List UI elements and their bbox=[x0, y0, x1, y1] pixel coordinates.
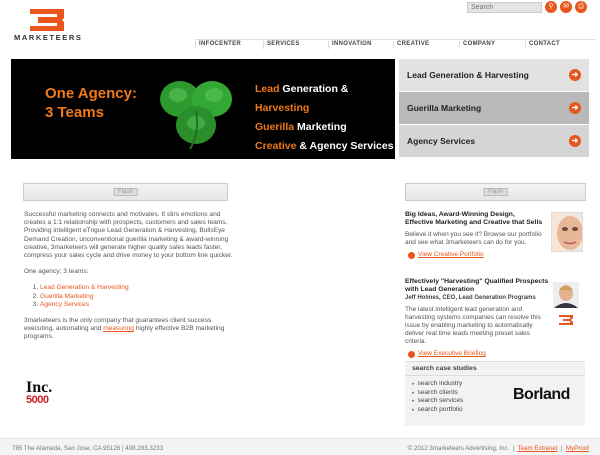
hero-menu-guerilla-marketing[interactable]: Guerilla Marketing ➜ bbox=[399, 92, 589, 125]
view-executive-briefing-link[interactable]: View Executive Briefing bbox=[405, 350, 550, 357]
case-study-link[interactable]: ▸ search industry bbox=[412, 380, 585, 389]
case-study-link[interactable]: ▸ search services bbox=[412, 397, 585, 406]
teams-list bbox=[40, 284, 234, 309]
face-icon bbox=[552, 213, 582, 251]
hero-menu bbox=[399, 59, 589, 159]
hero-menu-lead-generation[interactable]: Lead Generation & Harvesting ➜ bbox=[399, 59, 589, 92]
hero-service-2: Guerilla Marketing bbox=[255, 121, 347, 133]
promo-lead-generation bbox=[405, 278, 550, 357]
hero-line-1: One Agency: bbox=[45, 85, 137, 102]
intro-paragraph: Successful marketing connects and motivates. It stirs emotions and creates a 1:1 relationship with prospects, customers and sales teams. Providing intelligent eTrigue Lead Generation & Harvesting, BullsEye Demand Creation, unconventional guerilla marketing & award-winning creative, 3marketeers will generate higher quality sales leads faster, compress your sales cycle and drive money to your bottom line quicker. bbox=[24, 211, 233, 260]
teams-heading: One agency; 3 teams: bbox=[24, 268, 89, 276]
person-photo-icon bbox=[553, 282, 579, 326]
footer-right: © 2012 3marketeers Advertising, Inc. | Team Extranet | MyProof bbox=[407, 445, 589, 452]
nav-creative[interactable]: CREATIVE bbox=[393, 41, 429, 49]
clover-icon bbox=[156, 73, 236, 149]
nav-infocenter[interactable]: INFOCENTER bbox=[195, 41, 241, 49]
promo-leadgen-title: Effectively "Harvesting" Qualified Prospects with Lead Generation bbox=[405, 278, 549, 293]
hero-services bbox=[255, 80, 395, 156]
case-studies-heading: search case studies bbox=[405, 362, 585, 376]
case-studies-panel bbox=[405, 361, 585, 426]
flash-placeholder-right: Flash bbox=[405, 183, 586, 201]
footer-address: 785 The Alameda, San Jose, CA 95126 | 408.293.3233 bbox=[12, 445, 164, 452]
promo-creative-photo bbox=[551, 212, 583, 252]
promo-leadgen-photo bbox=[553, 282, 585, 326]
closing-paragraph: 3marketeers is the only company that guarantees client success executing, automating and measuring highly effective B2B marketing programs. bbox=[24, 317, 225, 341]
promo-creative bbox=[405, 211, 545, 258]
inc-5000-logo: Inc. 5000 bbox=[26, 379, 53, 406]
team-extranet-link[interactable]: Team Extranet bbox=[517, 445, 558, 452]
measuring-link[interactable]: measuring bbox=[103, 325, 134, 333]
footer-copyright: © 2012 3marketeers Advertising, Inc. bbox=[407, 445, 510, 452]
arrow-right-icon: ➜ bbox=[569, 102, 581, 114]
flash-placeholder-left: Flash bbox=[23, 183, 228, 201]
main-nav bbox=[195, 39, 595, 48]
hero-service-1: Lead Generation & Harvesting bbox=[255, 83, 349, 114]
mail-icon[interactable]: ✉ bbox=[560, 1, 572, 13]
search-icon[interactable]: ⚲ bbox=[545, 1, 557, 13]
team-item[interactable]: 3. Agency Services bbox=[40, 301, 234, 309]
team-item[interactable]: 1. Lead Generation & Harvesting bbox=[40, 284, 234, 292]
myproof-link[interactable]: MyProof bbox=[565, 445, 589, 452]
footer bbox=[0, 438, 600, 455]
arrow-right-icon: ➜ bbox=[569, 69, 581, 81]
promo-leadgen-body: The latest intelligent lead generation and harvesting systems companies can resolve this issue by enabling marketing to automatically deliver real time leads meeting preset sales criteria. bbox=[405, 306, 541, 345]
hero-banner[interactable] bbox=[11, 59, 395, 159]
main-content bbox=[24, 211, 234, 350]
nav-contact[interactable]: CONTACT bbox=[525, 41, 560, 49]
case-study-link[interactable]: ▸ search clients bbox=[412, 389, 585, 398]
team-item[interactable]: 2. Guerilla Marketing bbox=[40, 293, 234, 301]
nav-services[interactable]: SERVICES bbox=[263, 41, 300, 49]
promo-creative-title: Big Ideas, Award-Winning Design, Effective Marketing and Creative that Sells bbox=[405, 211, 543, 226]
borland-logo[interactable]: Borland bbox=[513, 386, 570, 403]
logo[interactable] bbox=[14, 8, 84, 42]
promo-creative-body: Believe it when you see it? Browse our portfolio and see what 3marketeers can do for you. bbox=[405, 231, 542, 246]
promo-leadgen-byline: Jeff Holmes, CEO, Lead Generation Programs bbox=[405, 295, 536, 301]
print-icon[interactable]: ⎙ bbox=[575, 1, 587, 13]
hero-menu-agency-services[interactable]: Agency Services ➜ bbox=[399, 125, 589, 158]
view-creative-portfolio-link[interactable]: View Creative Portfolio bbox=[405, 251, 545, 258]
nav-company[interactable]: COMPANY bbox=[459, 41, 495, 49]
case-study-link[interactable]: ▸ search portfolio bbox=[412, 406, 585, 415]
search-input[interactable] bbox=[467, 2, 542, 13]
nav-innovation[interactable]: INNOVATION bbox=[328, 41, 372, 49]
hero-line-2: 3 Teams bbox=[45, 104, 104, 121]
hero-service-3: Creative & Agency Services bbox=[255, 140, 394, 152]
arrow-right-icon: ➜ bbox=[569, 135, 581, 147]
logo-wordmark: MARKETEERS bbox=[14, 33, 83, 42]
logo-mark-icon bbox=[28, 8, 68, 32]
